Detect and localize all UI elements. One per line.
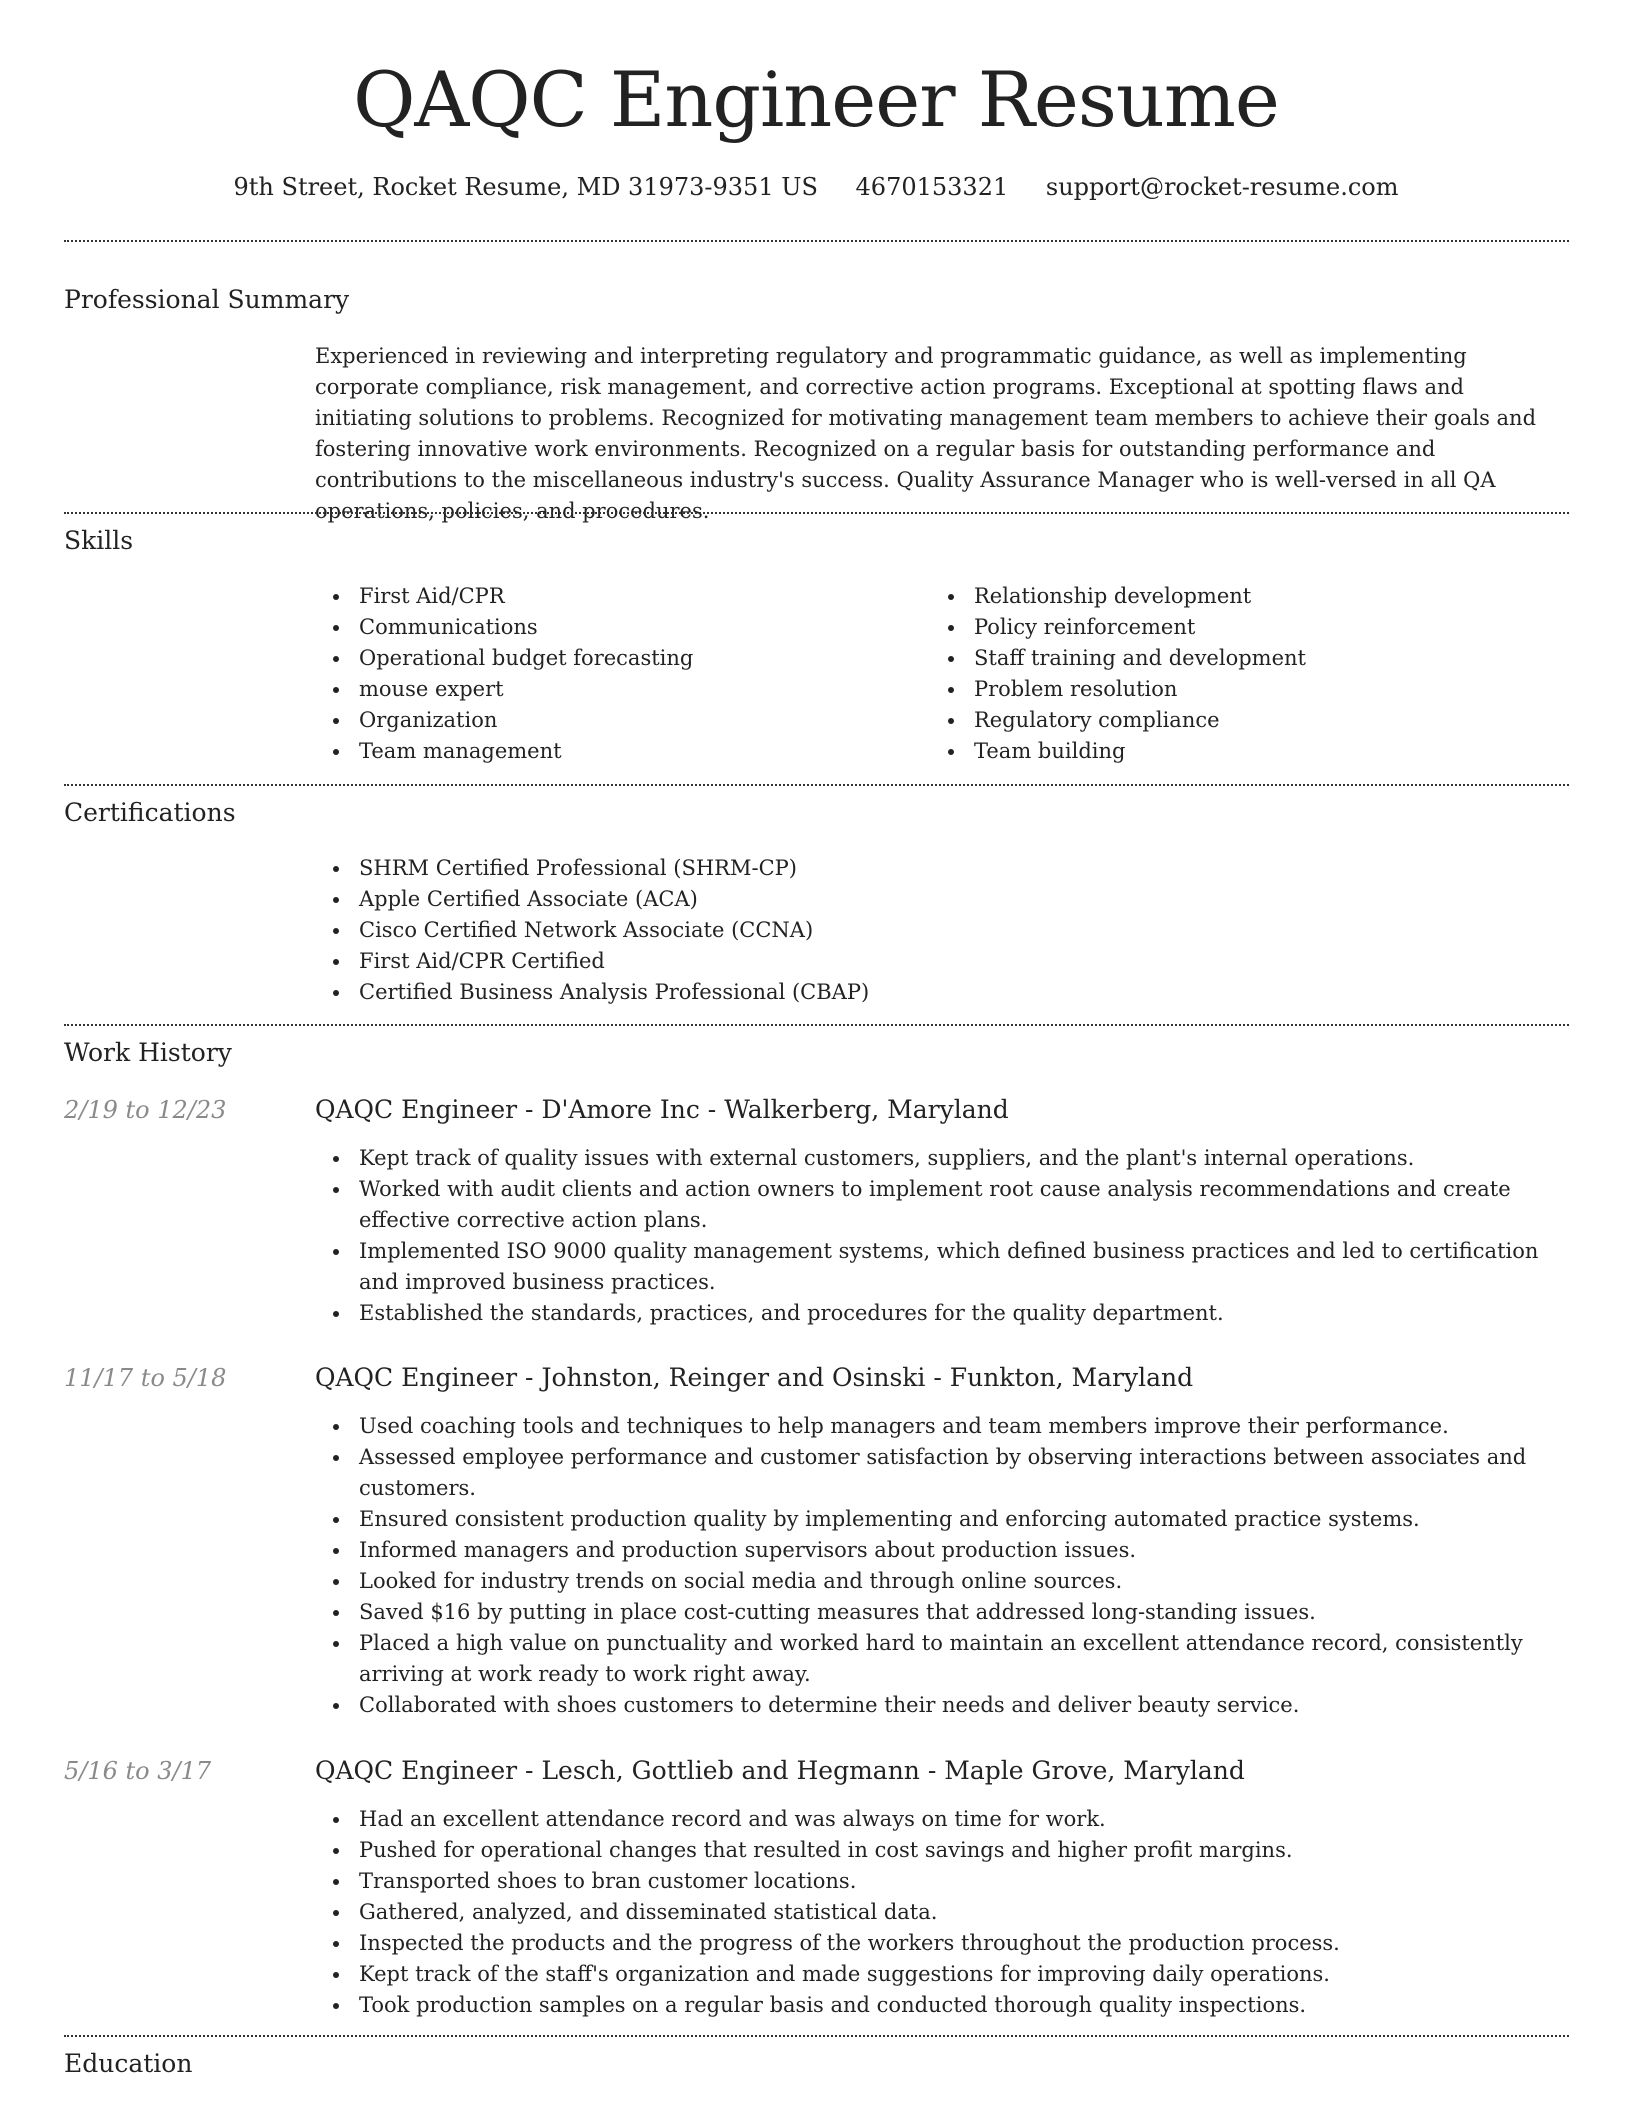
section-divider [64, 784, 1569, 786]
section-divider [64, 240, 1569, 242]
education-heading: Education [64, 2049, 193, 2078]
work-history-heading: Work History [64, 1038, 232, 1067]
summary-heading: Professional Summary [64, 285, 350, 314]
list-item: Used coaching tools and techniques to help managers and team members improve their performance. [315, 1411, 1565, 1442]
section-divider [64, 1024, 1569, 1026]
job-bullets [315, 1804, 1565, 2021]
job-title: QAQC Engineer - Johnston, Reinger and Osinski - Funkton, Maryland [315, 1363, 1194, 1392]
section-divider [64, 2035, 1569, 2037]
list-item: Relationship development [930, 581, 1560, 612]
list-item: Established the standards, practices, and procedures for the quality department. [315, 1298, 1565, 1329]
list-item: Kept track of quality issues with external customers, suppliers, and the plant's internal operations. [315, 1143, 1565, 1174]
job-title: QAQC Engineer - Lesch, Gottlieb and Hegmann - Maple Grove, Maryland [315, 1756, 1245, 1785]
list-item: Implemented ISO 9000 quality management systems, which defined business practices and led to certification and improved business practices. [315, 1236, 1565, 1298]
resume-title: QAQC Engineer Resume [353, 55, 1279, 144]
section-divider [64, 512, 1569, 514]
list-item: Team building [930, 736, 1560, 767]
skills-heading: Skills [64, 526, 134, 555]
list-item: Policy reinforcement [930, 612, 1560, 643]
list-item: mouse expert [315, 674, 915, 705]
list-item: Regulatory compliance [930, 705, 1560, 736]
list-item: Staff training and development [930, 643, 1560, 674]
job-date: 2/19 to 12/23 [64, 1096, 227, 1124]
job-date: 11/17 to 5/18 [64, 1364, 227, 1392]
list-item: Assessed employee performance and customer satisfaction by observing interactions between associates and customers. [315, 1442, 1565, 1504]
contact-email: support@rocket-resume.com [1045, 173, 1399, 201]
job-bullets [315, 1411, 1565, 1721]
list-item: Communications [315, 612, 915, 643]
list-item: Operational budget forecasting [315, 643, 915, 674]
job-title: QAQC Engineer - D'Amore Inc - Walkerberg, Maryland [315, 1095, 1009, 1124]
list-item: Team management [315, 736, 915, 767]
skills-list-left [315, 581, 915, 767]
list-item: Worked with audit clients and action owners to implement root cause analysis recommendations and create effective corrective action plans. [315, 1174, 1565, 1236]
certifications-heading: Certifications [64, 798, 236, 827]
list-item: Apple Certified Associate (ACA) [315, 884, 1565, 915]
list-item: Transported shoes to bran customer locations. [315, 1866, 1565, 1897]
list-item: Inspected the products and the progress of the workers throughout the production process. [315, 1928, 1565, 1959]
list-item: Saved $16 by putting in place cost-cutting measures that addressed long-standing issues. [315, 1597, 1565, 1628]
list-item: Informed managers and production supervisors about production issues. [315, 1535, 1565, 1566]
summary-text: Experienced in reviewing and interpreting regulatory and programmatic guidance, as well as implementing corporate compliance, risk management, and corrective action programs. Exceptional at spotting flaws and initiating solutions to problems. Recognized for motivating management team members to achieve their goals and fostering innovative work environments. Recognized on a regular basis for outstanding performance and contributions to the miscellaneous industry's success. Quality Assurance Manager who is well-versed in all QA operations, policies, and procedures. [315, 344, 1537, 523]
list-item: Had an excellent attendance record and was always on time for work. [315, 1804, 1565, 1835]
list-item: Collaborated with shoes customers to determine their needs and deliver beauty service. [315, 1690, 1565, 1721]
contact-address: 9th Street, Rocket Resume, MD 31973-9351 US [233, 173, 818, 201]
list-item: Took production samples on a regular basis and conducted thorough quality inspections. [315, 1990, 1565, 2021]
list-item: Placed a high value on punctuality and worked hard to maintain an excellent attendance record, consistently arriving at work ready to work right away. [315, 1628, 1565, 1690]
list-item: Ensured consistent production quality by implementing and enforcing automated practice systems. [315, 1504, 1565, 1535]
job-date: 5/16 to 3/17 [64, 1757, 212, 1785]
list-item: Problem resolution [930, 674, 1560, 705]
certifications-list [315, 853, 1565, 1008]
list-item: Kept track of the staff's organization and made suggestions for improving daily operations. [315, 1959, 1565, 1990]
list-item: Pushed for operational changes that resulted in cost savings and higher profit margins. [315, 1835, 1565, 1866]
list-item: SHRM Certified Professional (SHRM-CP) [315, 853, 1565, 884]
list-item: Organization [315, 705, 915, 736]
list-item: Cisco Certified Network Associate (CCNA) [315, 915, 1565, 946]
contact-line [0, 170, 1632, 204]
skills-list-right [930, 581, 1560, 767]
list-item: Looked for industry trends on social media and through online sources. [315, 1566, 1565, 1597]
contact-phone: 4670153321 [855, 173, 1009, 201]
list-item: Certified Business Analysis Professional (CBAP) [315, 977, 1565, 1008]
list-item: First Aid/CPR Certified [315, 946, 1565, 977]
list-item: First Aid/CPR [315, 581, 915, 612]
job-bullets [315, 1143, 1565, 1329]
list-item: Gathered, analyzed, and disseminated statistical data. [315, 1897, 1565, 1928]
